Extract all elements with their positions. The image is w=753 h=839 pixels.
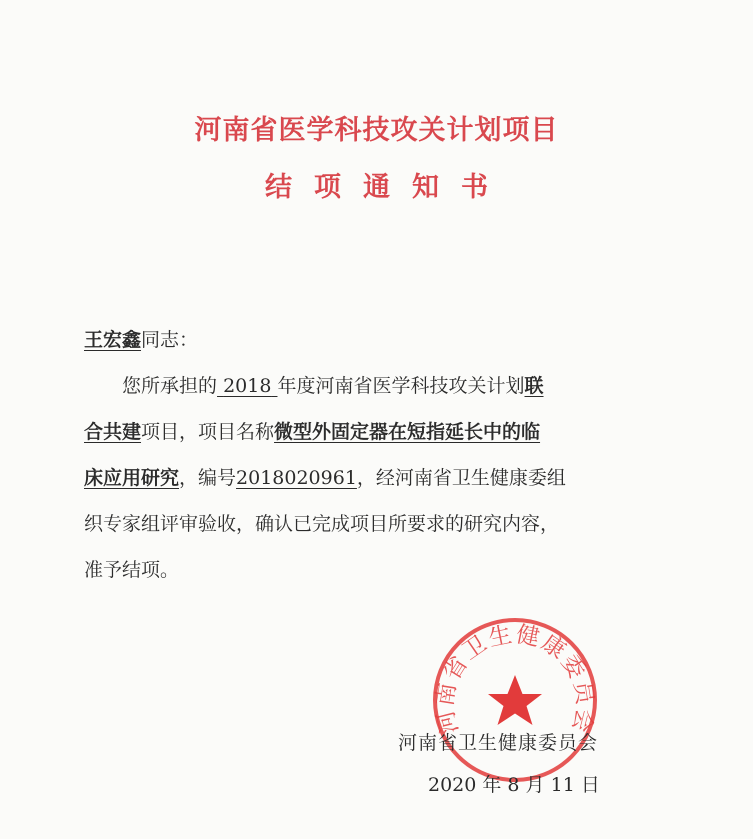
project-type-part2: 合共建 (84, 421, 142, 443)
recipient-name: 王宏鑫 (84, 329, 142, 351)
document-title: 河南省医学科技攻关计划项目 (194, 115, 559, 146)
body-line-1 (84, 363, 690, 409)
body-line-4: 织专家组评审验收，确认已完成项目所要求的研究内容， (84, 513, 560, 535)
project-number: 2018020961 (236, 467, 357, 489)
document-subtitle: 结项通知书 (265, 172, 510, 203)
project-name-part2: 床应用研究 (84, 467, 180, 489)
seal-star-icon (488, 675, 542, 725)
recipient-suffix: 同志： (141, 329, 199, 351)
year-value: 2018 (223, 375, 272, 397)
body-text: ，编号 (179, 467, 237, 489)
project-name-part1: 微型外固定器在短指延长中的临 (274, 421, 541, 443)
body-line-5: 准予结项。 (84, 559, 180, 581)
body-text: ，经河南省卫生健康委组 (356, 467, 566, 489)
body-text: 您所承担的 (122, 375, 218, 397)
notice-body (84, 363, 690, 593)
seal-text: 河南省卫生健康委员会 (432, 621, 598, 737)
recipient-line (84, 325, 198, 352)
body-text: 项目，项目名称 (141, 421, 275, 443)
body-line-3 (84, 455, 690, 501)
body-text: 年度河南省医学科技攻关计划 (277, 375, 525, 397)
project-type-part1: 联 (524, 375, 544, 397)
body-line-2 (84, 409, 690, 455)
signing-date: 2020 年 8 月 11 日 (428, 774, 600, 796)
project-year (217, 375, 277, 397)
official-seal (430, 615, 600, 785)
signing-organization: 河南省卫生健康委员会 (398, 732, 599, 754)
